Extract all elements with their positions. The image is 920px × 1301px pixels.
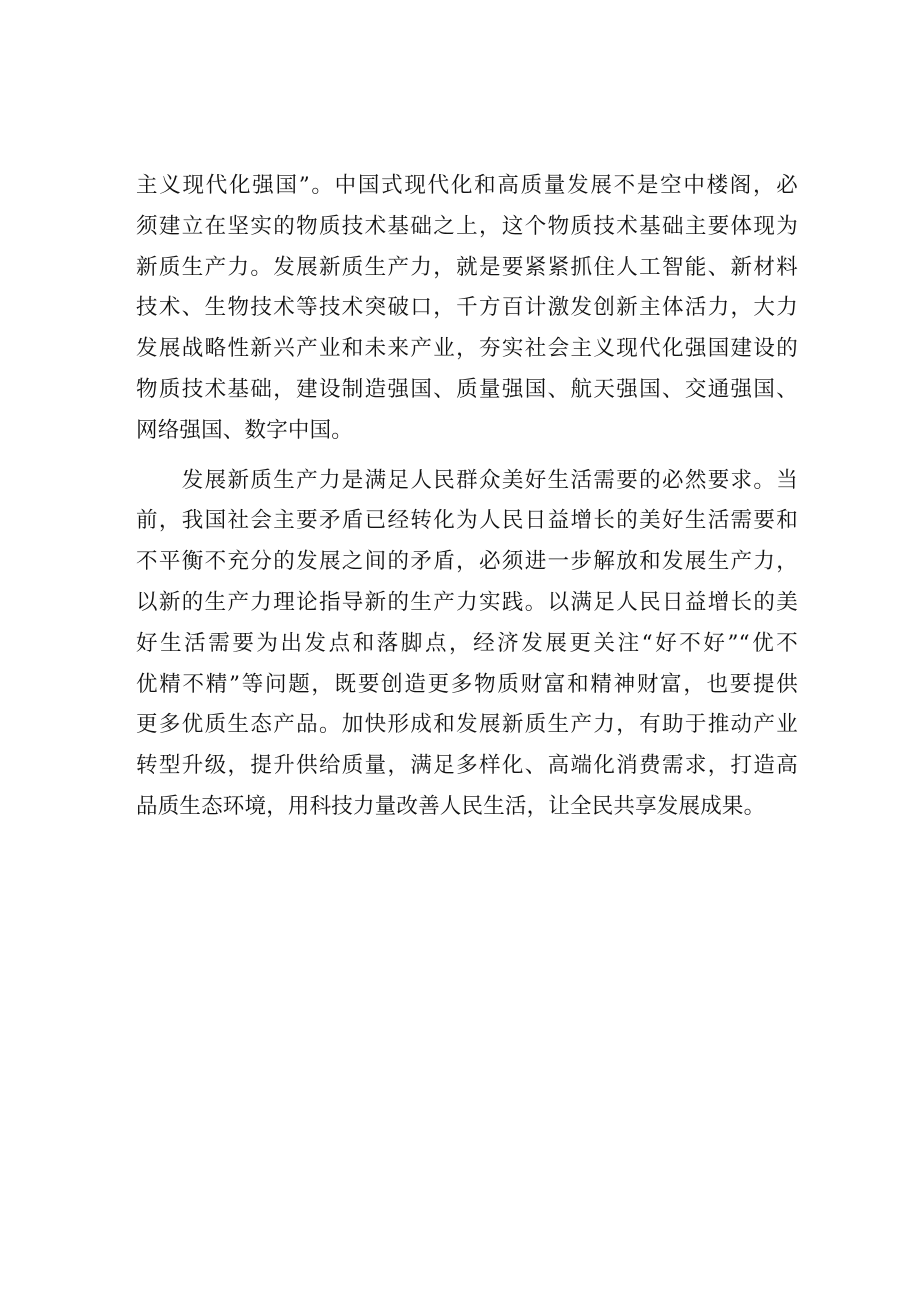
text-line: 发展战略性新兴产业和未来产业，夯实社会主义现代化强国建设的 [136, 336, 798, 362]
text-line: 新质生产力。发展新质生产力，就是要紧紧抓住人工智能、新材料 [136, 254, 798, 280]
text-line: 主义现代化强国”。中国式现代化和高质量发展不是空中楼阁，必 [136, 173, 798, 198]
text-line: 好生活需要为出发点和落脚点，经济发展更关注“好不好”“优不 [136, 630, 798, 656]
text-line: 须建立在坚实的物质技术基础之上，这个物质技术基础主要体现为 [136, 213, 798, 239]
text-line: 发展新质生产力是满足人民群众美好生活需要的必然要求。当 [136, 467, 798, 493]
paragraph-2 [136, 461, 798, 828]
text-line: 更多优质生态产品。加快形成和发展新质生产力，有助于推动产业 [136, 712, 798, 738]
text-line: 转型升级，提升供给质量，满足多样化、高端化消费需求，打造高 [136, 753, 798, 779]
text-line: 物质技术基础，建设制造强国、质量强国、航天强国、交通强国、 [136, 376, 798, 402]
text-line: 品质生态环境，用科技力量改善人民生活，让全民共享发展成果。 [136, 793, 766, 819]
text-line: 技术、生物技术等技术突破口，千方百计激发创新主体活力，大力 [136, 295, 798, 321]
paragraph-gap [136, 452, 798, 461]
text-line: 以新的生产力理论指导新的生产力实践。以满足人民日益增长的美 [136, 589, 798, 615]
body-text [136, 166, 798, 828]
paragraph-1 [136, 166, 798, 452]
text-line: 不平衡不充分的发展之间的矛盾，必须进一步解放和发展生产力， [136, 549, 798, 575]
text-line: 网络强国、数字中国。 [136, 417, 354, 443]
text-line: 优精不精”等问题，既要创造更多物质财富和精神财富，也要提供 [136, 671, 798, 697]
text-line: 前，我国社会主要矛盾已经转化为人民日益增长的美好生活需要和 [136, 508, 798, 534]
